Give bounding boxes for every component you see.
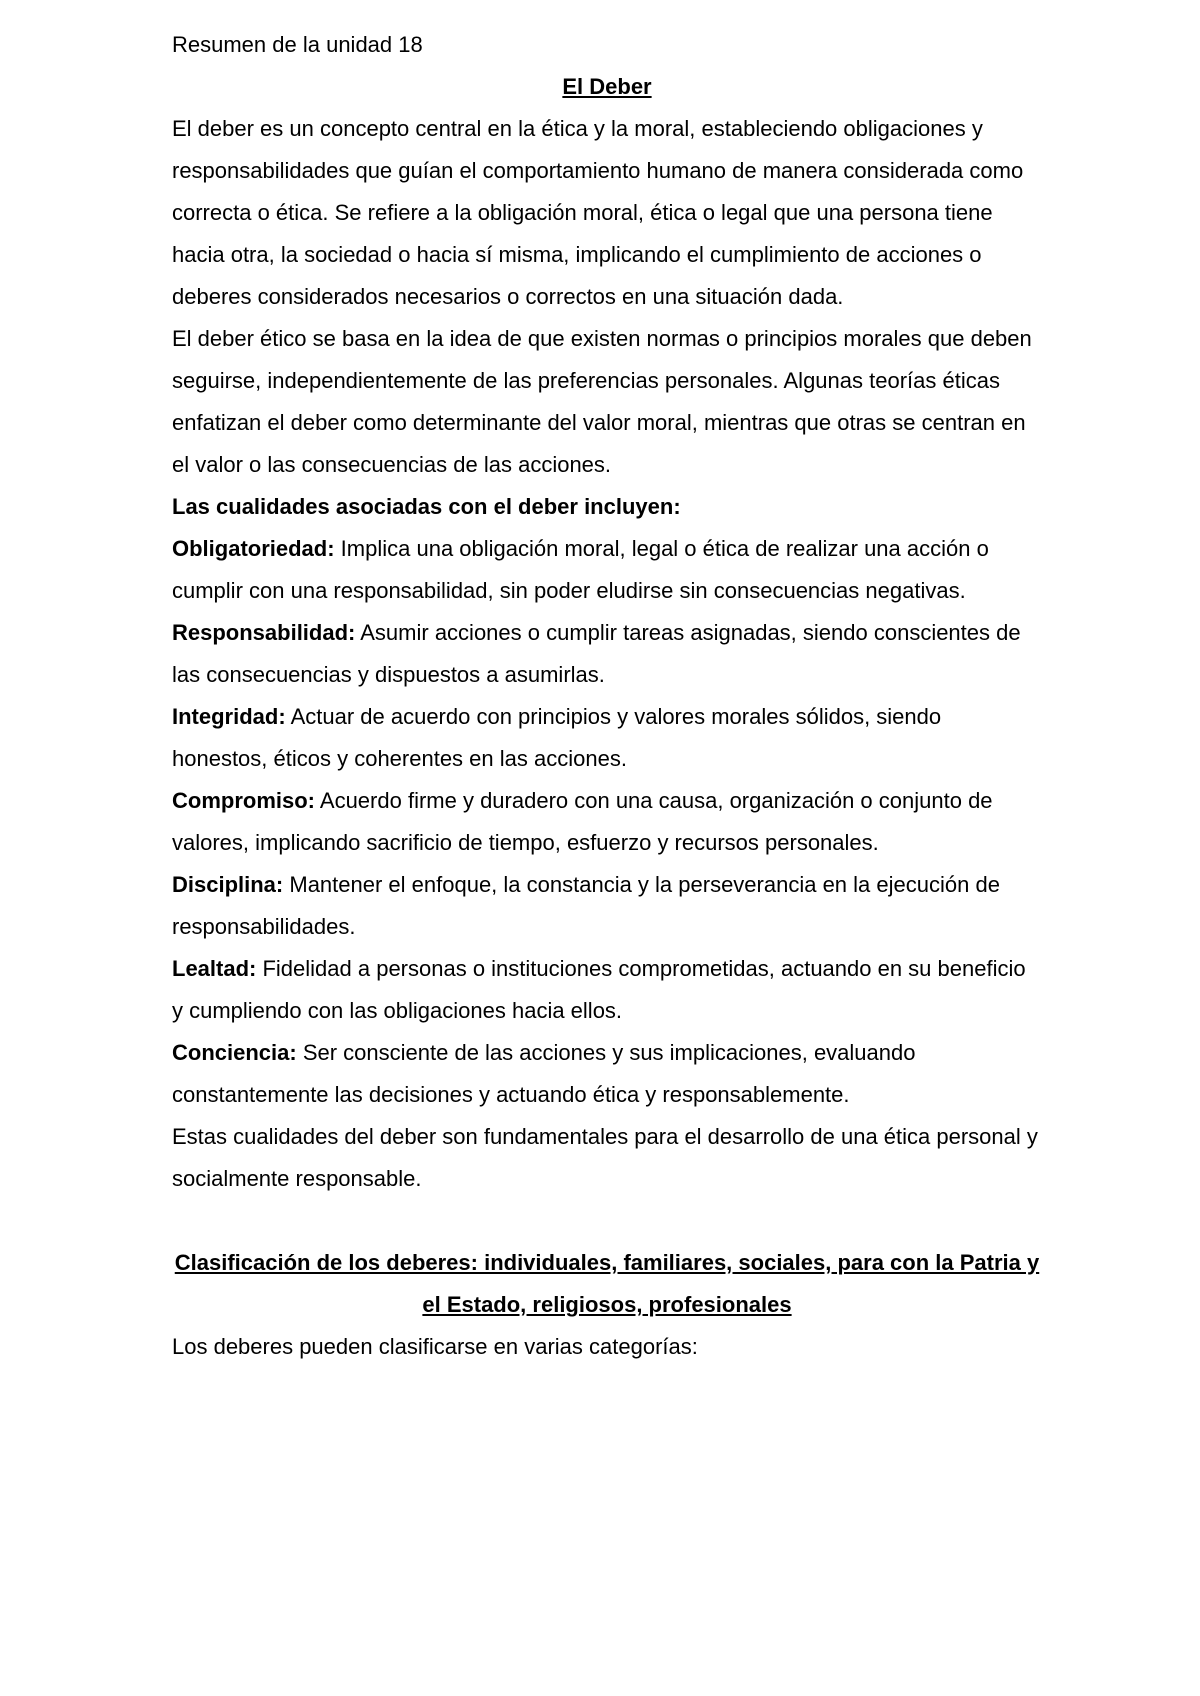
quality-term: Responsabilidad: xyxy=(172,620,356,645)
quality-term: Integridad: xyxy=(172,704,286,729)
section-title: Clasificación de los deberes: individuales, familiares, sociales, para con la Patria y el Estado, religiosos, profesionales xyxy=(174,1250,1040,1317)
quality-term: Conciencia: xyxy=(172,1040,297,1065)
quality-item-lealtad xyxy=(172,948,1042,1032)
quality-item-integridad xyxy=(172,696,1042,780)
intro-paragraph-1: El deber es un concepto central en la ética y la moral, estableciendo obligaciones y responsabilidades que guían el comportamiento humano de manera considerada como correcta o ética. Se refiere a la obligación moral, ética o legal que una persona tiene hacia otra, la sociedad o hacia sí misma, implicando el cumplimiento de acciones o deberes considerados necesarios o correctos en una situación dada. xyxy=(172,116,1024,309)
document-header: Resumen de la unidad 18 xyxy=(172,32,423,57)
document-body xyxy=(172,24,1042,1368)
quality-text: Ser consciente de las acciones y sus implicaciones, evaluando constantemente las decisiones y actuando ética y responsablemente. xyxy=(172,1040,916,1107)
quality-term: Obligatoriedad: xyxy=(172,536,335,561)
quality-text: Actuar de acuerdo con principios y valores morales sólidos, siendo honestos, éticos y coherentes en las acciones. xyxy=(172,704,942,771)
intro-paragraph-2: El deber ético se basa en la idea de que existen normas o principios morales que deben seguirse, independientemente de las preferencias personales. Algunas teorías éticas enfatizan el deber como determinante del valor moral, mientras que otras se centran en el valor o las consecuencias de las acciones. xyxy=(172,326,1032,477)
quality-term: Lealtad: xyxy=(172,956,257,981)
qualities-heading: Las cualidades asociadas con el deber incluyen: xyxy=(172,494,681,519)
quality-item-disciplina xyxy=(172,864,1042,948)
quality-text: Asumir acciones o cumplir tareas asignadas, siendo conscientes de las consecuencias y dispuestos a asumirlas. xyxy=(172,620,1021,687)
quality-text: Acuerdo firme y duradero con una causa, organización o conjunto de valores, implicando sacrificio de tiempo, esfuerzo y recursos personales. xyxy=(172,788,993,855)
closing-paragraph: Estas cualidades del deber son fundamentales para el desarrollo de una ética personal y socialmente responsable. xyxy=(172,1124,1038,1191)
quality-term: Compromiso: xyxy=(172,788,315,813)
quality-item-conciencia xyxy=(172,1032,1042,1116)
quality-item-responsabilidad xyxy=(172,612,1042,696)
quality-text: Mantener el enfoque, la constancia y la perseverancia en la ejecución de responsabilidades. xyxy=(172,872,1000,939)
quality-term: Disciplina: xyxy=(172,872,284,897)
quality-item-compromiso xyxy=(172,780,1042,864)
quality-text: Implica una obligación moral, legal o ética de realizar una acción o cumplir con una responsabilidad, sin poder eludirse sin consecuencias negativas. xyxy=(172,536,989,603)
document-title: El Deber xyxy=(562,74,652,99)
quality-text: Fidelidad a personas o instituciones comprometidas, actuando en su beneficio y cumpliendo con las obligaciones hacia ellos. xyxy=(172,956,1026,1023)
section-intro: Los deberes pueden clasificarse en varias categorías: xyxy=(172,1334,698,1359)
blank-line xyxy=(172,1200,1042,1242)
quality-item-obligatoriedad xyxy=(172,528,1042,612)
